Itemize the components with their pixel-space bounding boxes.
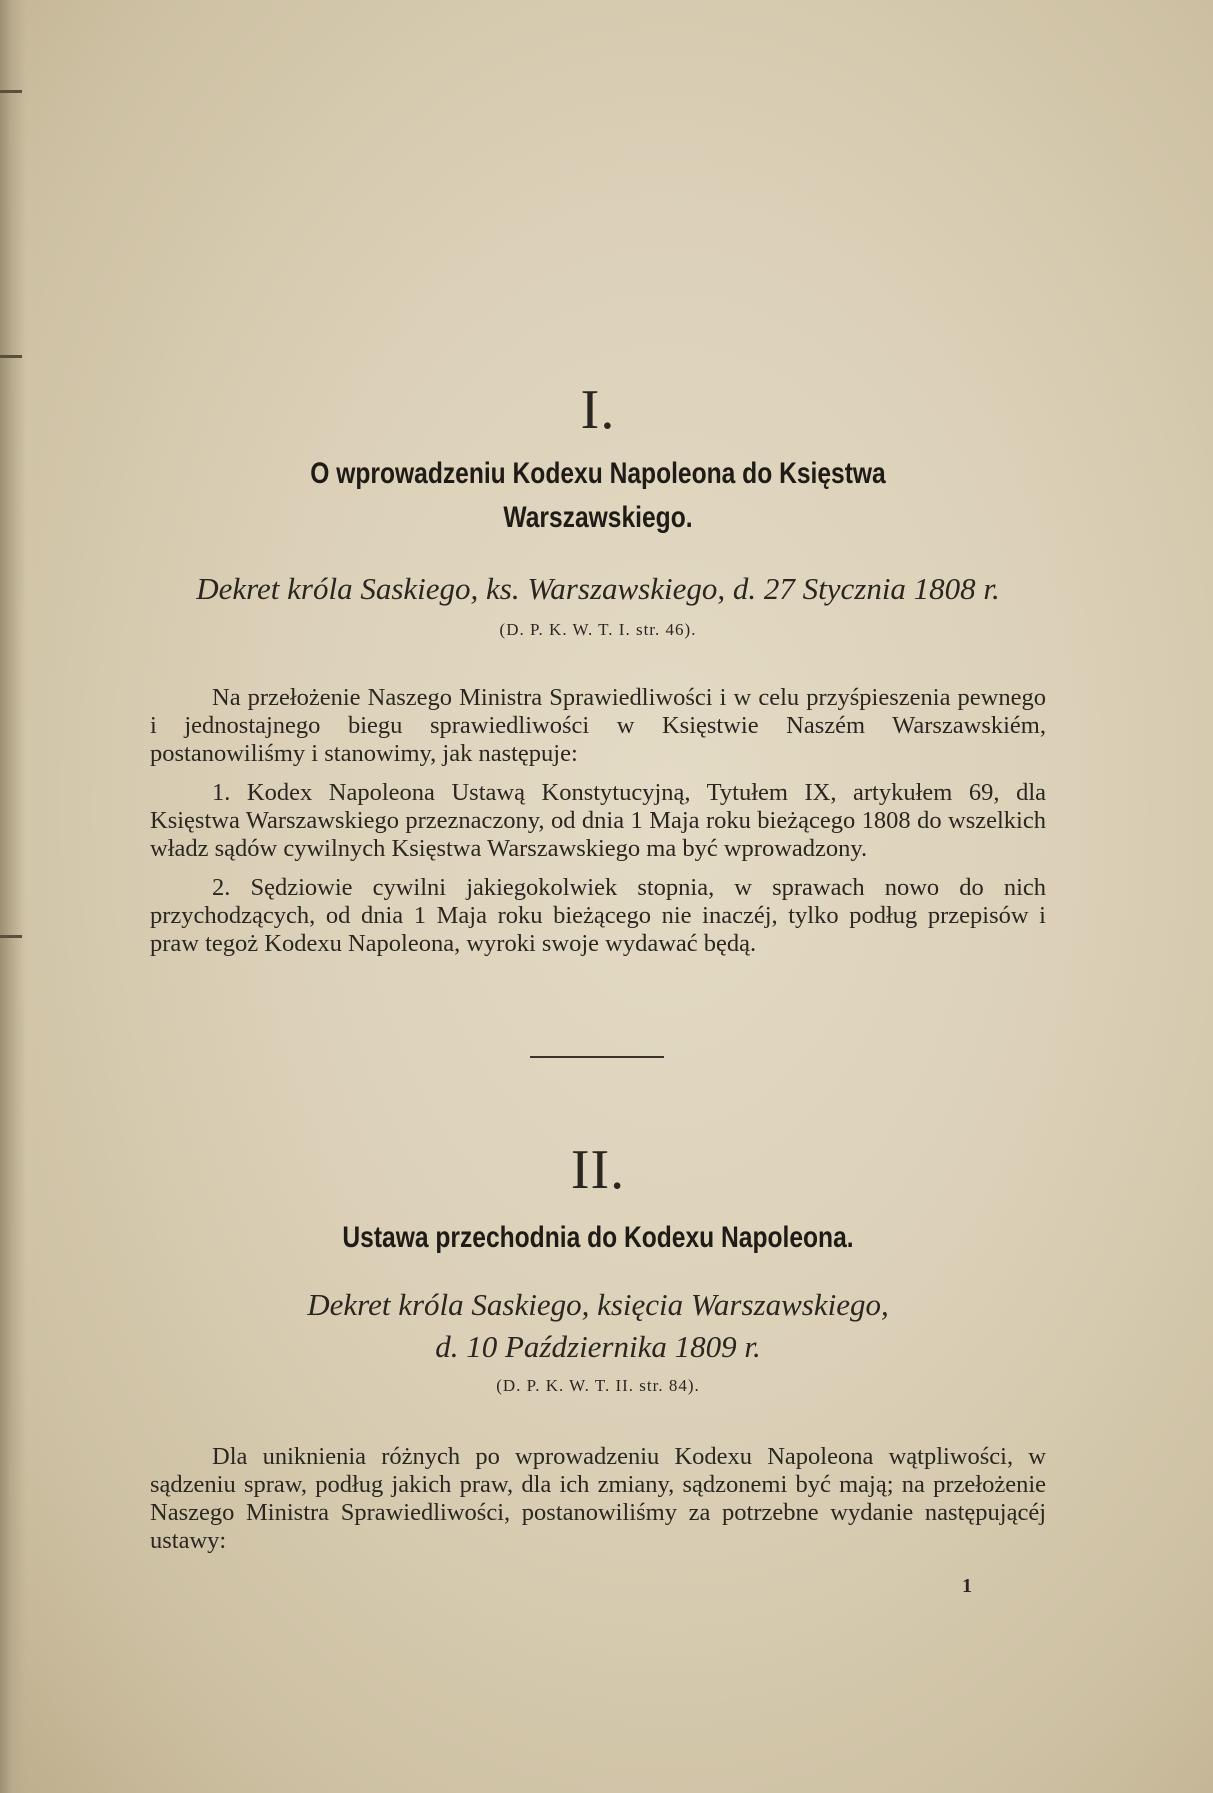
section-divider xyxy=(530,1056,664,1058)
section-2-numeral-block xyxy=(150,1140,1046,1200)
section-1-decree-block xyxy=(150,568,1046,610)
section-1-title-line-1: O wprowadzeniu Kodexu Napoleona do Księstwa xyxy=(310,457,886,490)
section-2-numeral: II. xyxy=(570,1139,626,1201)
section-1-title xyxy=(150,452,1046,540)
section-2-title: Ustawa przechodnia do Kodexu Napoleona. xyxy=(342,1221,854,1254)
page-number: 1 xyxy=(962,1575,972,1597)
section-1-decree: Dekret króla Saskiego, ks. Warszawskiego, d. 27 Stycznia 1808 r. xyxy=(196,571,1000,606)
spine-mark xyxy=(0,355,22,358)
section-2-decree-line-2: d. 10 Października 1809 r. xyxy=(435,1329,761,1364)
section-1-article-2: 2. Sędziowie cywilni jakiegokolwiek stopnia, w sprawach nowo do nich przychodzących, od dnia 1 Maja roku bieżącego nie inaczéj, tylko podług przepisów i praw tegoż Kodexu Napoleona, wyroki swoje wydawać będą. xyxy=(150,874,1046,957)
section-2-decree-line-1: Dekret króla Saskiego, księcia Warszawskiego, xyxy=(307,1287,889,1322)
spine-mark xyxy=(0,935,22,938)
section-1-numeral: I. xyxy=(580,379,616,441)
section-2-paragraph: Dla uniknienia różnych po wprowadzeniu Kodexu Napoleona wątpliwości, w sądzeniu spraw, podług jakich praw, dla ich zmiany, sądzonemi być mają; na przełożenie Naszego Ministra Sprawiedliwości, postanowiliśmy za potrzebne wydanie następującéj ustawy: xyxy=(150,1443,1046,1554)
section-2-title-block xyxy=(150,1216,1046,1260)
section-2-source: (D. P. K. W. T. II. str. 84). xyxy=(496,1376,700,1395)
section-1-title-line-2: Warszawskiego. xyxy=(503,501,693,534)
spine-mark xyxy=(0,90,22,93)
section-1-source: (D. P. K. W. T. I. str. 46). xyxy=(499,620,697,639)
section-1-paragraph: Na przełożenie Naszego Ministra Sprawiedliwości i w celu przyśpieszenia pewnego i jednostajnego biegu sprawiedliwości w Księstwie Naszém Warszawskiém, postanowiliśmy i stanowimy, jak następuje: xyxy=(150,684,1046,767)
section-2-source-block xyxy=(150,1374,1046,1398)
section-1-source-block xyxy=(150,618,1046,642)
section-1-article-1: 1. Kodex Napoleona Ustawą Konstytucyjną, Tytułem IX, artykułem 69, dla Księstwa Warszawskiego przeznaczony, od dnia 1 Maja roku bieżącego 1808 do wszelkich władz sądów cywilnych Księstwa Warszawskiego ma być wprowadzony. xyxy=(150,779,1046,862)
section-1-numeral-block xyxy=(150,380,1046,440)
section-2-body xyxy=(150,1443,1046,1555)
section-1-body xyxy=(150,684,1046,958)
section-2-decree-block xyxy=(150,1284,1046,1368)
